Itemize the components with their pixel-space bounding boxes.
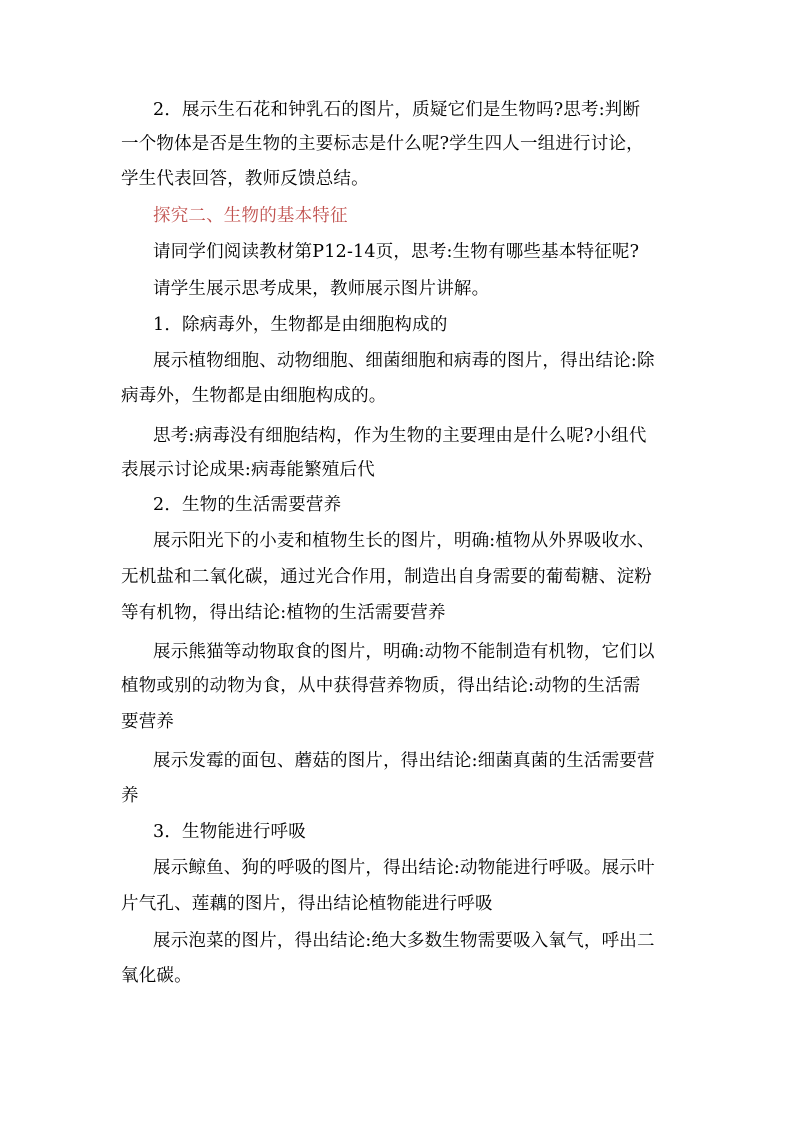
paragraph-line: 氧化碳。 bbox=[121, 966, 192, 986]
paragraph-line: 思考:病毒没有细胞结构，作为生物的主要理由是什么呢?小组代 bbox=[153, 426, 647, 446]
paragraph-line: 展示鲸鱼、狗的呼吸的图片，得出结论:动物能进行呼吸。展示叶 bbox=[153, 858, 655, 878]
subheading-line: 1．除病毒外，生物都是由细胞构成的 bbox=[153, 315, 448, 335]
paragraph-line: 表展示讨论成果:病毒能繁殖后代 bbox=[121, 460, 375, 480]
paragraph-line: 养 bbox=[121, 786, 139, 806]
subheading-line: 3．生物能进行呼吸 bbox=[153, 822, 306, 842]
paragraph-line: 展示植物细胞、动物细胞、细菌细胞和病毒的图片，得出结论:除 bbox=[153, 351, 655, 371]
paragraph-line: 展示阳光下的小麦和植物生长的图片，明确:植物从外界吸收水、 bbox=[153, 531, 655, 551]
paragraph-line: 展示泡菜的图片，得出结论:绝大多数生物需要吸入氧气，呼出二 bbox=[153, 931, 655, 951]
paragraph-line: 植物或别的动物为食，从中获得营养物质，得出结论:动物的生活需 bbox=[121, 676, 641, 696]
paragraph-line: 2．展示生石花和钟乳石的图片，质疑它们是生物吗?思考:判断 bbox=[153, 100, 641, 120]
paragraph-line: 请同学们阅读教材第P12-14页，思考:生物有哪些基本特征呢? bbox=[153, 242, 640, 262]
paragraph-line: 病毒外，生物都是由细胞构成的。 bbox=[121, 386, 387, 406]
subheading-line: 2．生物的生活需要营养 bbox=[153, 495, 342, 515]
paragraph-line: 展示熊猫等动物取食的图片，明确:动物不能制造有机物，它们以 bbox=[153, 642, 655, 662]
paragraph-line: 请学生展示思考成果，教师展示图片讲解。 bbox=[153, 279, 490, 299]
section-heading: 探究二、生物的基本特征 bbox=[153, 206, 348, 226]
paragraph-line: 无机盐和二氧化碳，通过光合作用，制造出自身需要的葡萄糖、淀粉 bbox=[121, 567, 652, 587]
paragraph-line: 要营养 bbox=[121, 712, 175, 732]
paragraph-line: 等有机物，得出结论:植物的生活需要营养 bbox=[121, 603, 446, 623]
paragraph-line: 展示发霉的面包、蘑菇的图片，得出结论:细菌真菌的生活需要营 bbox=[153, 751, 655, 771]
paragraph-line: 片气孔、莲藕的图片，得出结论植物能进行呼吸 bbox=[121, 894, 493, 914]
paragraph-line: 学生代表回答，教师反馈总结。 bbox=[121, 169, 369, 189]
paragraph-line: 一个物体是否是生物的主要标志是什么呢?学生四人一组进行讨论， bbox=[121, 134, 644, 154]
